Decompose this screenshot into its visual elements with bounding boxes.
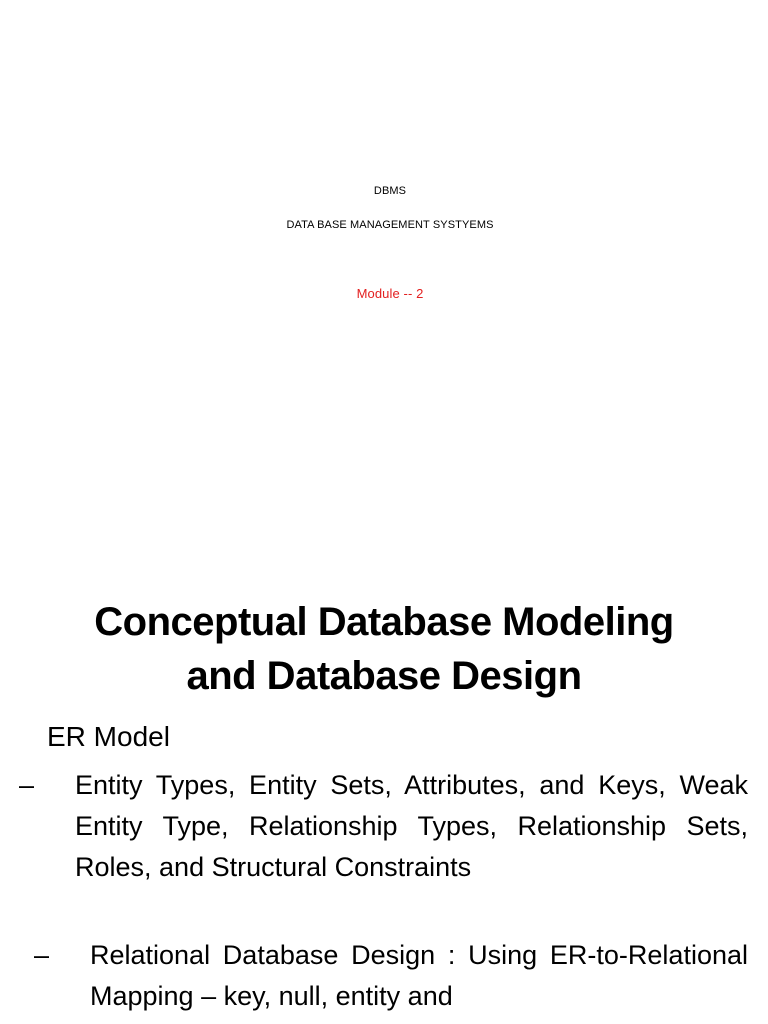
- bullet-dash: –: [19, 770, 35, 800]
- bullet-text: Entity Types, Entity Sets, Attributes, and Keys, Weak Entity Type, Relationship Types, Relationship Sets, Roles, and Structural Constraints: [75, 770, 748, 882]
- course-abbreviation: DBMS: [373, 185, 407, 197]
- slide-2: [0, 595, 768, 1024]
- section-heading: ER Model: [47, 721, 170, 752]
- slide-title: [0, 595, 768, 703]
- module-label: Module -- 2: [356, 286, 424, 301]
- slide-title-line-1: Conceptual Database Modeling: [94, 600, 674, 644]
- slide-title-line-2: and Database Design: [186, 654, 582, 698]
- bullet-text: Relational Database Design : Using ER-to-Relational Mapping – key, null, entity and: [90, 940, 748, 1011]
- course-full-name: DATA BASE MANAGEMENT SYSTYEMS: [286, 219, 494, 231]
- bullet-item: [19, 765, 748, 888]
- bullet-dash: –: [34, 940, 50, 970]
- bullet-item: [34, 935, 748, 1017]
